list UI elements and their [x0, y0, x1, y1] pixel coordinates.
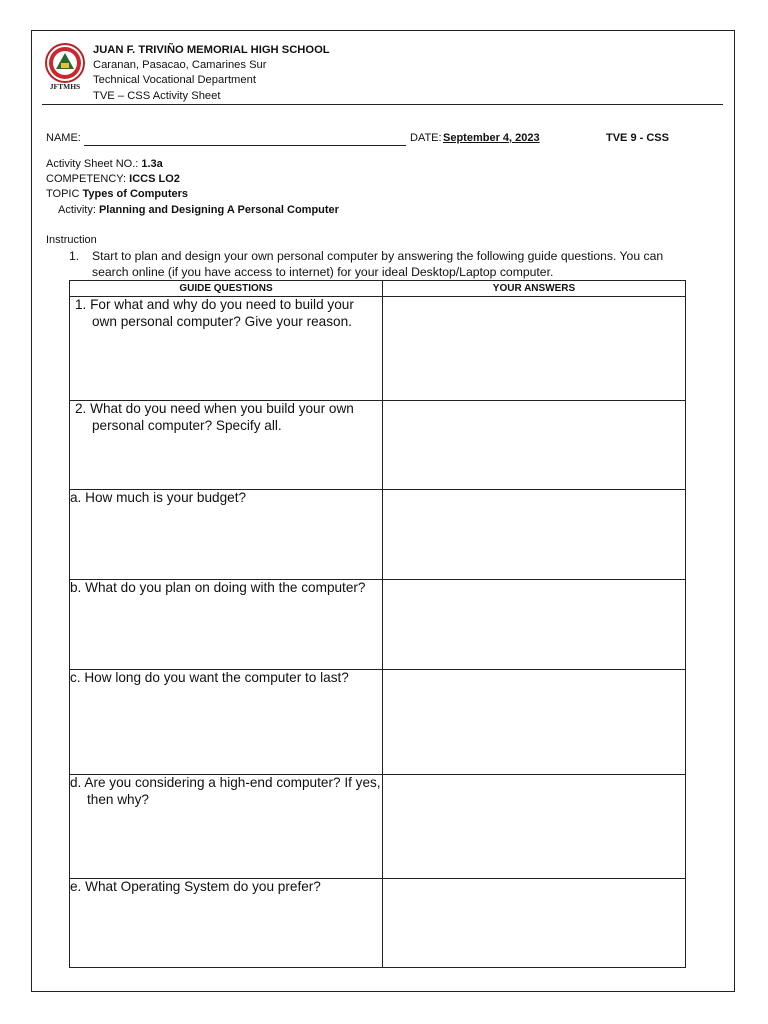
activity-meta: [46, 157, 339, 218]
date-label: DATE:: [410, 132, 442, 144]
name-label: NAME:: [46, 132, 81, 144]
school-logo: [42, 43, 88, 91]
header-your-answers: YOUR ANSWERS: [383, 281, 686, 297]
instruction-text: Start to plan and design your own personal computer by answering the following guide questions. You can search online (if you have access to internet) for your ideal Desktop/Laptop computer.: [92, 249, 664, 280]
school-name: JUAN F. TRIVIÑO MEMORIAL HIGH SCHOOL: [93, 44, 330, 56]
competency: COMPETENCY: ICCS LO2: [46, 173, 180, 186]
answer-cell[interactable]: [383, 580, 686, 670]
question-cell: c. How long do you want the computer to last?: [70, 670, 383, 775]
table-row: [70, 879, 686, 968]
logo-text: JFTMHS: [49, 82, 81, 91]
table-row: [70, 670, 686, 775]
header-divider: [42, 104, 723, 105]
question-cell: b. What do you plan on doing with the computer?: [70, 580, 383, 670]
instruction-label: Instruction: [46, 234, 97, 246]
activity-sheet-no: Activity Sheet NO.: 1.3a: [46, 158, 163, 170]
table-row: [70, 775, 686, 879]
answer-cell[interactable]: [383, 670, 686, 775]
answer-cell[interactable]: [383, 879, 686, 968]
school-address: Caranan, Pasacao, Camarines Sur: [93, 59, 267, 72]
name-date-row: [46, 132, 686, 148]
date-value: September 4, 2023: [443, 132, 540, 144]
answer-cell[interactable]: [383, 297, 686, 401]
course-label: TVE 9 - CSS: [606, 132, 669, 144]
table-row: [70, 297, 686, 401]
table-row: [70, 580, 686, 670]
answer-cell[interactable]: [383, 775, 686, 879]
sheet-title: TVE – CSS Activity Sheet: [93, 89, 221, 102]
instruction-number: 1.: [69, 249, 80, 263]
question-cell: e. What Operating System do you prefer?: [70, 879, 383, 968]
question-cell: 1. For what and why do you need to build your own personal computer? Give your reason.: [70, 297, 383, 401]
question-cell: 2. What do you need when you build your own personal computer? Specify all.: [70, 401, 383, 490]
school-header: [93, 43, 330, 104]
answer-cell[interactable]: [383, 490, 686, 580]
question-cell: d. Are you considering a high-end computer? If yes, then why?: [70, 775, 383, 879]
department-name: Technical Vocational Department: [93, 74, 256, 87]
table-row: [70, 401, 686, 490]
guide-questions-table: [69, 280, 686, 968]
topic: TOPIC Types of Computers: [46, 188, 189, 201]
answer-cell[interactable]: [383, 401, 686, 490]
question-cell: a. How much is your budget?: [70, 490, 383, 580]
table-row: [70, 490, 686, 580]
name-blank-line[interactable]: [84, 145, 406, 146]
header-guide-questions: GUIDE QUESTIONS: [70, 281, 383, 297]
activity-title: Activity: Planning and Designing A Personal Computer: [58, 203, 339, 216]
